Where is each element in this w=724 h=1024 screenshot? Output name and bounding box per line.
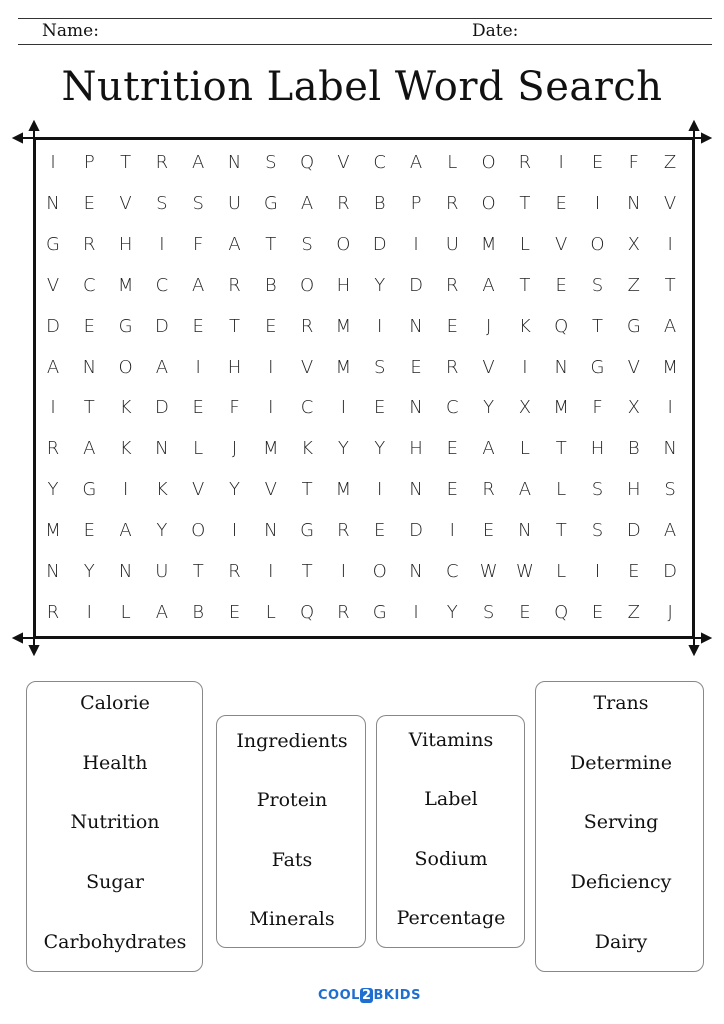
grid-letter: A — [518, 479, 532, 501]
grid-letter: O — [372, 561, 387, 582]
grid-letter: E — [192, 397, 204, 419]
word-list-item: Protein — [256, 789, 328, 812]
grid-letter: N — [518, 520, 532, 542]
grid-letter: S — [156, 192, 168, 214]
grid-letter: E — [519, 601, 531, 623]
grid-letter: I — [522, 356, 528, 378]
grid-letter: M — [335, 315, 352, 337]
grid-letter: V — [264, 479, 277, 501]
cool2bkids-logo: COOL 2 BKIDS — [318, 988, 421, 1003]
grid-letter: C — [446, 397, 459, 419]
grid-letter: A — [83, 438, 96, 460]
grid-letter: N — [627, 192, 641, 214]
grid-letter: H — [227, 356, 242, 378]
grid-letter: K — [518, 315, 531, 337]
grid-letter: O — [118, 356, 133, 378]
header-bottom-line — [18, 44, 712, 45]
grid-letter: D — [154, 315, 169, 337]
grid-letter: V — [663, 192, 677, 214]
grid-letter: S — [591, 274, 604, 296]
grid-letter: T — [519, 274, 531, 296]
word-list-item: Sugar — [86, 871, 144, 894]
grid-letter: D — [409, 274, 423, 296]
grid-letter: N — [409, 315, 423, 337]
grid-letter: D — [154, 397, 169, 419]
grid-letter: E — [265, 315, 277, 337]
grid-letter: I — [268, 397, 274, 419]
grid-letter: N — [46, 192, 60, 214]
grid-letter: N — [118, 561, 133, 582]
grid-letter: M — [662, 356, 678, 378]
grid-letter: A — [119, 520, 132, 542]
header-top-line — [18, 18, 712, 19]
grid-letter: S — [192, 192, 204, 214]
grid-letter: N — [409, 561, 423, 582]
grid-letter: I — [413, 233, 419, 255]
word-list-item: Health — [82, 751, 148, 774]
grid-letter: R — [300, 315, 314, 337]
grid-letter: X — [518, 397, 532, 419]
grid-letter: E — [628, 561, 640, 582]
grid-letter: T — [229, 315, 240, 337]
grid-letter: O — [191, 520, 206, 542]
grid-letter: M — [45, 520, 61, 542]
grid-letter: N — [554, 356, 568, 378]
grid-letter: E — [482, 520, 495, 542]
grid-letter: G — [372, 601, 387, 623]
puzzle-grid-frame — [34, 138, 694, 638]
grid-letter: L — [519, 233, 530, 255]
grid-letter: T — [265, 233, 277, 255]
grid-letter: K — [301, 438, 313, 460]
grid-letter: E — [591, 601, 604, 623]
word-list-item: Calorie — [80, 692, 150, 714]
grid-letter: G — [118, 315, 133, 337]
grid-letter: A — [155, 601, 169, 623]
grid-letter: D — [372, 233, 387, 255]
grid-letter: B — [264, 274, 277, 296]
grid-letter: S — [664, 479, 676, 501]
grid-letter: I — [195, 356, 201, 378]
word-list-item: Serving — [583, 811, 659, 834]
grid-letter: I — [231, 520, 238, 542]
grid-letter: V — [300, 356, 314, 378]
grid-letter: G — [626, 315, 641, 337]
grid-letter: T — [120, 152, 132, 173]
grid-letter: L — [193, 438, 204, 460]
grid-letter: A — [192, 152, 205, 173]
grid-letter: K — [155, 479, 168, 501]
grid-letter: L — [519, 438, 530, 460]
grid-letter: T — [592, 315, 603, 337]
grid-letter: F — [592, 397, 603, 419]
grid-letter: M — [335, 479, 352, 501]
grid-letter: I — [122, 479, 129, 501]
grid-letter: I — [558, 152, 564, 173]
grid-letter: B — [627, 438, 640, 460]
grid-letter: W — [515, 561, 534, 582]
grid-letter: L — [556, 479, 567, 501]
grid-letter: H — [336, 274, 351, 296]
grid-letter: I — [594, 192, 601, 214]
grid-letter: T — [664, 274, 676, 296]
grid-letter: I — [50, 152, 56, 173]
grid-letter: Y — [446, 601, 458, 623]
grid-letter: E — [192, 315, 204, 337]
grid-letter: A — [300, 192, 314, 214]
grid-letter: E — [374, 397, 386, 419]
grid-letter: A — [46, 356, 60, 378]
grid-letter: E — [446, 479, 458, 501]
grid-letter: T — [301, 479, 313, 501]
word-list-item: Trans — [593, 692, 649, 714]
grid-letter: P — [83, 152, 95, 173]
grid-letter: C — [446, 561, 459, 582]
grid-letter: A — [482, 274, 495, 296]
grid-letter: C — [83, 274, 96, 296]
grid-letter: R — [518, 152, 532, 173]
grid-letter: A — [228, 233, 241, 255]
grid-letter: R — [482, 479, 495, 501]
grid-letter: I — [340, 561, 347, 582]
grid-letter: Y — [374, 438, 386, 460]
word-list-item: Ingredients — [236, 730, 348, 752]
grid-letter: F — [193, 233, 204, 255]
grid-letter: I — [413, 601, 419, 623]
grid-letter: D — [409, 520, 423, 542]
word-list-item: Carbohydrates — [43, 930, 187, 953]
grid-letter: Z — [663, 152, 677, 173]
grid-letter: U — [155, 561, 169, 582]
grid-letter: K — [119, 397, 132, 419]
grid-letter: N — [82, 356, 97, 378]
word-list-item: Label — [424, 788, 478, 811]
word-list-item: Minerals — [249, 907, 335, 930]
word-list-item: Deficiency — [570, 871, 672, 894]
grid-letter: R — [446, 274, 459, 296]
grid-letter: C — [300, 397, 314, 419]
grid-letter: Y — [374, 274, 386, 296]
grid-letter: F — [628, 152, 639, 173]
grid-letter: V — [192, 479, 205, 501]
grid-letter: I — [340, 397, 347, 419]
grid-letter: T — [192, 561, 204, 582]
grid-letter: I — [449, 520, 455, 542]
grid-letter: L — [447, 152, 458, 173]
word-list-item: Nutrition — [70, 811, 160, 834]
grid-letter: R — [228, 561, 241, 582]
grid-letter: P — [410, 192, 422, 214]
grid-letter: J — [485, 315, 492, 337]
grid-letter: Z — [627, 274, 640, 296]
grid-letter: R — [337, 192, 350, 214]
grid-letter: E — [591, 152, 604, 173]
grid-letter: A — [409, 152, 423, 173]
grid-letter: R — [155, 152, 169, 173]
word-list-item: Dairy — [594, 930, 648, 953]
grid-letter: E — [228, 601, 241, 623]
grid-letter: G — [300, 520, 315, 542]
word-list-item: Vitamins — [408, 729, 494, 751]
grid-letter: U — [445, 233, 459, 255]
grid-letter: E — [446, 438, 458, 460]
grid-letter: S — [482, 601, 495, 623]
grid-letter: O — [336, 233, 351, 255]
grid-letter: Y — [156, 520, 168, 542]
grid-letter: V — [555, 233, 568, 255]
grid-letter: I — [268, 356, 274, 378]
grid-letter: N — [264, 520, 278, 542]
grid-letter: Y — [337, 438, 349, 460]
grid-letter: Q — [300, 152, 315, 173]
grid-letter: I — [594, 561, 601, 582]
word-list-item: Sodium — [414, 847, 488, 870]
grid-letter: A — [482, 438, 495, 460]
grid-letter: V — [482, 356, 495, 378]
grid-letter: D — [46, 315, 60, 337]
grid-letter: Y — [229, 479, 240, 501]
grid-letter: N — [409, 397, 423, 419]
grid-letter: O — [300, 274, 315, 296]
grid-letter: D — [663, 561, 678, 582]
grid-letter: V — [627, 356, 640, 378]
grid-letter: J — [231, 438, 238, 460]
grid-letter: C — [373, 152, 386, 173]
grid-letter: I — [377, 315, 383, 337]
grid-letter: T — [301, 561, 313, 582]
grid-letter: E — [555, 192, 567, 214]
grid-letter: W — [479, 561, 498, 582]
grid-letter: R — [228, 274, 241, 296]
grid-letter: G — [263, 192, 278, 214]
grid-letter: V — [46, 274, 60, 296]
grid-letter: O — [481, 192, 496, 214]
grid-letter: V — [119, 192, 132, 214]
grid-letter: N — [155, 438, 169, 460]
grid-letter: D — [626, 520, 641, 542]
grid-letter: E — [83, 315, 95, 337]
grid-letter: E — [83, 192, 95, 214]
grid-letter: X — [627, 233, 640, 255]
grid-letter: O — [590, 233, 605, 255]
grid-letter: Q — [554, 601, 569, 623]
grid-letter: R — [46, 601, 60, 623]
grid-letter: I — [50, 397, 56, 419]
grid-letter: F — [229, 397, 240, 419]
grid-letter: Y — [47, 479, 59, 501]
grid-letter: H — [409, 438, 423, 460]
grid-letter: B — [373, 192, 386, 214]
grid-letter: R — [46, 438, 60, 460]
grid-letter: Q — [300, 601, 315, 623]
grid-letter: E — [446, 315, 458, 337]
grid-letter: B — [192, 601, 205, 623]
name-label: Name: — [42, 21, 99, 41]
grid-letter: S — [373, 356, 386, 378]
grid-letter: A — [663, 520, 677, 542]
grid-letter: A — [192, 274, 205, 296]
grid-letter: M — [263, 438, 279, 460]
grid-letter: S — [591, 520, 604, 542]
grid-letter: M — [335, 356, 352, 378]
date-label: Date: — [472, 21, 519, 41]
page-title: Nutrition Label Word Search — [61, 64, 663, 110]
grid-letter: I — [667, 233, 673, 255]
grid-letter: I — [268, 561, 274, 582]
word-list-item: Percentage — [396, 906, 506, 929]
grid-letter: N — [663, 438, 677, 460]
grid-letter: Y — [83, 561, 95, 582]
grid-letter: E — [374, 520, 386, 542]
grid-letter: L — [556, 561, 567, 582]
grid-letter: Q — [554, 315, 569, 337]
grid-letter: N — [409, 479, 423, 501]
grid-letter: R — [337, 601, 350, 623]
grid-letter: X — [627, 397, 640, 419]
grid-letter: M — [117, 274, 134, 296]
grid-letter: R — [446, 192, 459, 214]
grid-letter: M — [480, 233, 497, 255]
grid-letter: I — [159, 233, 165, 255]
grid-letter: L — [265, 601, 276, 623]
grid-letter: H — [590, 438, 605, 460]
grid-letter: G — [590, 356, 605, 378]
grid-letter: S — [591, 479, 604, 501]
grid-letter: I — [667, 397, 673, 419]
word-list-item: Fats — [271, 848, 313, 871]
grid-letter: H — [118, 233, 133, 255]
grid-letter: I — [86, 601, 92, 623]
grid-letter: E — [410, 356, 422, 378]
grid-letter: A — [155, 356, 169, 378]
grid-letter: R — [337, 520, 350, 542]
word-list-item: Determine — [569, 751, 672, 774]
grid-letter: N — [46, 561, 60, 582]
grid-letter: E — [555, 274, 567, 296]
grid-letter: U — [227, 192, 242, 214]
grid-letter: Y — [483, 397, 495, 419]
grid-letter: S — [301, 233, 313, 255]
grid-letter: S — [265, 152, 277, 173]
grid-letter: G — [82, 479, 97, 501]
grid-letter: T — [555, 438, 567, 460]
grid-letter: C — [155, 274, 169, 296]
grid-letter: G — [46, 233, 60, 255]
grid-letter: V — [337, 152, 350, 173]
grid-letter: I — [377, 479, 383, 501]
grid-letter: T — [83, 397, 95, 419]
grid-letter: T — [555, 520, 567, 542]
grid-letter: L — [120, 601, 131, 623]
grid-letter: T — [519, 192, 531, 214]
grid-letter: K — [119, 438, 132, 460]
grid-letter: A — [663, 315, 677, 337]
grid-letter: J — [667, 601, 673, 623]
grid-letter: O — [481, 152, 496, 173]
grid-letter: R — [446, 356, 459, 378]
grid-letter: M — [553, 397, 569, 419]
grid-letter: Z — [627, 601, 640, 623]
grid-letter: N — [227, 152, 242, 173]
grid-letter: H — [627, 479, 641, 501]
grid-letter: E — [83, 520, 95, 542]
grid-letter: R — [83, 233, 96, 255]
